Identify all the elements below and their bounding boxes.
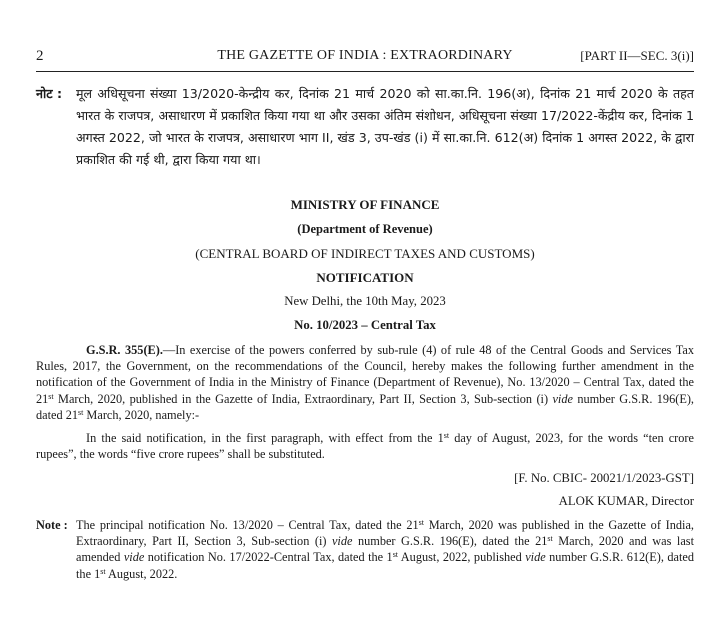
page-header: [36, 48, 694, 70]
english-note-label: Note :: [36, 518, 68, 532]
ministry-heading: MINISTRY OF FINANCE: [290, 197, 440, 212]
section-label: [PART II—SEC. 3(i)]: [580, 48, 694, 63]
gsr-label: G.S.R. 355(E).: [86, 343, 163, 357]
header-divider: [36, 71, 694, 72]
place-date: New Delhi, the 10th May, 2023: [284, 294, 446, 308]
hindi-note-text: मूल अधिसूचना संख्या 13/2020-केन्द्रीय कर, दिनांक 21 मार्च 2020 को सा.का.नि. 196(अ), दिनांक 21 मार्च 2020 के तहत भारत के राजपत्र, असाधारण में प्रकाशित किया गया था और उसका अंतिम संशोधन, अधिसूचना संख्या 17/2022-केंद्रीय कर, दिनांक 1 अगस्त 2022, जो भारत के राजपत्र, असाधारण भाग II, खंड 3, उप-खंड (i) में सा.का.नि. 612(अ) दिनांक 1 अगस्त 2022, के द्वारा प्रकाशित की गई थी, द्वारा किया गया था।: [76, 86, 694, 167]
amendment-paragraph: In the said notification, in the first paragraph, with effect from the 1st day of August, 2023, for the words “ten crore rupees”, the words “five crore rupees” shall be substituted.: [36, 431, 694, 462]
operative-paragraph: G.S.R. 355(E).—In exercise of the powers conferred by sub-rule (4) of rule 48 of the Central Goods and Services Tax Rules, 2017, the Government, on the recommendations of the Council, hereby makes the following further amendment in the notification of the Government of India in the Ministry of Finance (Department of Revenue), No. 13/2020 – Central Tax, dated the 21st March, 2020, published in the Gazette of India, Extraordinary, Part II, Section 3, Sub-section (i) vide number G.S.R. 196(E), dated 21st March, 2020, namely:-: [36, 343, 694, 422]
signatory: ALOK KUMAR, Director: [558, 494, 694, 508]
department-heading: (Department of Revenue): [297, 222, 433, 236]
page-number: 2: [36, 48, 44, 64]
file-number: [F. No. CBIC- 20021/1/2023-GST]: [514, 471, 694, 485]
notification-heading: NOTIFICATION: [316, 270, 414, 285]
board-heading: (CENTRAL BOARD OF INDIRECT TAXES AND CUSTOMS): [195, 246, 535, 261]
english-note: [36, 517, 694, 582]
gazette-title: THE GAZETTE OF INDIA : EXTRAORDINARY: [217, 48, 513, 63]
english-note-text: The principal notification No. 13/2020 – Central Tax, dated the 21st March, 2020 was published in the Gazette of India, Extraordinary, Part II, Section 3, Sub-section (i) vide number G.S.R. 196(E), dated the 21st March, 2020 and was last amended vide notification No. 17/2022-Central Tax, dated the 1st August, 2022, published vide number G.S.R. 612(E), dated the 1st August, 2022.: [76, 518, 694, 581]
hindi-note: [36, 83, 694, 171]
hindi-note-label: नोट :: [36, 86, 63, 101]
notification-number: No. 10/2023 – Central Tax: [294, 318, 436, 332]
